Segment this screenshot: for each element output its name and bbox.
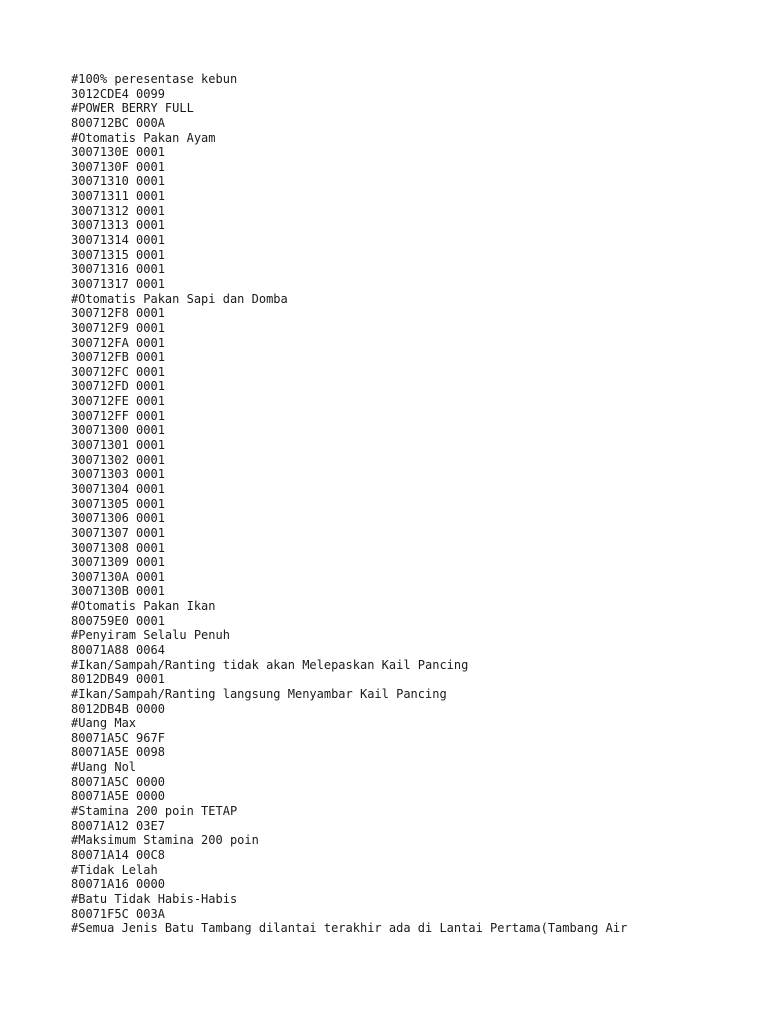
code-line: 30071301 0001 xyxy=(71,438,165,453)
code-line: 80071A14 00C8 xyxy=(71,847,165,862)
code-line: 30071311 0001 xyxy=(71,189,165,204)
code-line: 80071F5C 003A xyxy=(71,906,165,921)
code-line: 300712FF 0001 xyxy=(71,408,165,423)
code-line: 3007130E 0001 xyxy=(71,145,165,160)
code-line: 30071315 0001 xyxy=(71,247,165,262)
code-line: 300712FC 0001 xyxy=(71,364,165,379)
code-line: 300712F8 0001 xyxy=(71,306,165,321)
code-line: 300712FB 0001 xyxy=(71,350,165,365)
code-line: 8012DB4B 0000 xyxy=(71,701,165,716)
comment-line: #Otomatis Pakan Ayam xyxy=(71,130,216,145)
code-line: 80071A5E 0000 xyxy=(71,789,165,804)
code-line: 80071A12 03E7 xyxy=(71,818,165,833)
comment-line: #Uang Max xyxy=(71,716,137,731)
code-line: 3007130F 0001 xyxy=(71,159,165,174)
comment-line: #Tidak Lelah xyxy=(71,862,158,877)
code-line: 800712BC 000A xyxy=(71,115,165,130)
code-line: 30071312 0001 xyxy=(71,203,165,218)
comment-line: #Uang Nol xyxy=(71,760,137,775)
code-line: 80071A5C 967F xyxy=(71,730,165,745)
code-line: 300712FA 0001 xyxy=(71,335,165,350)
code-line: 3012CDE4 0099 xyxy=(71,86,165,101)
code-line: 3007130A 0001 xyxy=(71,569,165,584)
comment-line: #Maksimum Stamina 200 poin xyxy=(71,833,259,848)
comment-line: #Stamina 200 poin TETAP xyxy=(71,804,238,819)
comment-line: #Otomatis Pakan Ikan xyxy=(71,599,216,614)
comment-line: #POWER BERRY FULL xyxy=(71,101,194,116)
code-line: 300712F9 0001 xyxy=(71,320,165,335)
code-line: 30071302 0001 xyxy=(71,452,165,467)
code-line: 3007130B 0001 xyxy=(71,584,165,599)
comment-line: #Penyiram Selalu Penuh xyxy=(71,628,230,643)
code-line: 30071300 0001 xyxy=(71,423,165,438)
code-line: 300712FE 0001 xyxy=(71,394,165,409)
comment-line: #Otomatis Pakan Sapi dan Domba xyxy=(71,291,288,306)
code-line: 30071304 0001 xyxy=(71,481,165,496)
code-line: 30071306 0001 xyxy=(71,511,165,526)
code-line: 30071307 0001 xyxy=(71,525,165,540)
document-page xyxy=(71,72,761,936)
code-line: 80071A16 0000 xyxy=(71,877,165,892)
comment-line: #Ikan/Sampah/Ranting tidak akan Melepaskan Kail Pancing xyxy=(71,657,469,672)
comment-line: #Semua Jenis Batu Tambang dilantai terakhir ada di Lantai Pertama(Tambang Air xyxy=(71,921,628,936)
code-line: 30071303 0001 xyxy=(71,467,165,482)
code-line: 8012DB49 0001 xyxy=(71,672,165,687)
comment-line: #Ikan/Sampah/Ranting langsung Menyambar Kail Pancing xyxy=(71,686,447,701)
code-line: 30071310 0001 xyxy=(71,174,165,189)
code-line: 80071A88 0064 xyxy=(71,642,165,657)
code-line: 30071309 0001 xyxy=(71,555,165,570)
comment-line: #100% peresentase kebun xyxy=(71,72,238,86)
code-line: 800759E0 0001 xyxy=(71,613,165,628)
code-line: 30071314 0001 xyxy=(71,233,165,248)
code-line: 80071A5C 0000 xyxy=(71,774,165,789)
code-line: 30071308 0001 xyxy=(71,540,165,555)
code-line: 30071316 0001 xyxy=(71,262,165,277)
code-line: 80071A5E 0098 xyxy=(71,745,165,760)
code-line: 30071305 0001 xyxy=(71,496,165,511)
code-line: 300712FD 0001 xyxy=(71,379,165,394)
code-line: 30071313 0001 xyxy=(71,218,165,233)
comment-line: #Batu Tidak Habis-Habis xyxy=(71,891,238,906)
code-line: 30071317 0001 xyxy=(71,276,165,291)
